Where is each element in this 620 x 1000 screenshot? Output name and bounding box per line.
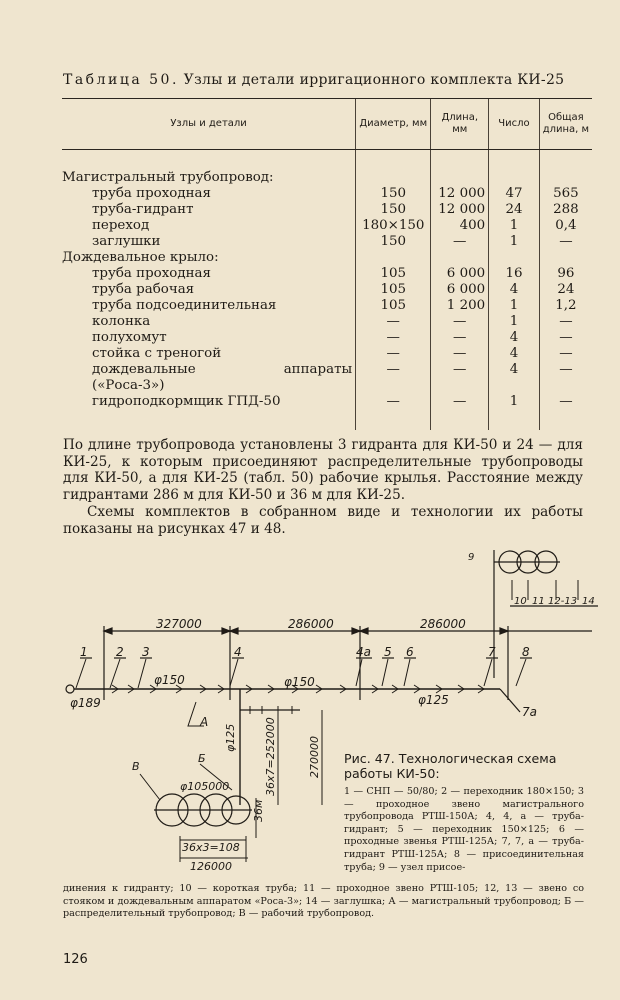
diam-125b: φ125 xyxy=(418,693,449,707)
table-title-lead: Таблица 50. xyxy=(63,72,179,88)
dim-vertical-2: 270000 xyxy=(308,736,321,778)
label-12-13: 12-13 xyxy=(548,596,578,607)
diam-189: φ189 xyxy=(70,696,101,710)
figure-legend-part1: 1 — СНП — 50/80; 2 — переходник 180×150; 3 — проходное звено магистрального трубопровода РТШ-150А; 4, 4, а — труба-гидрант; 5 — переходник 150×125; 6 — проходные звенья РТШ-125А; 7, 7, а — труба-гидрант РТШ-125А; 8 — присоединительная труба; 9 — узел присое- xyxy=(344,786,584,873)
page-number: 126 xyxy=(63,952,88,967)
table-row: полухомут — — 4 — xyxy=(62,330,592,346)
dim-label-1: 327000 xyxy=(156,617,202,631)
table-row: труба проходная 105 6 000 16 96 xyxy=(62,266,592,282)
dim-label-2: 286000 xyxy=(288,617,334,631)
label-1: 1 xyxy=(80,645,88,659)
label-2: 2 xyxy=(116,645,124,659)
dim-vertical-1: 36x7=252000 xyxy=(264,717,277,796)
group-name: Магистральный трубопровод: xyxy=(62,170,274,185)
pump-node xyxy=(66,685,74,693)
label-11: 11 xyxy=(532,596,545,607)
table-row: труба проходная 150 12 000 47 565 xyxy=(62,186,592,202)
pipe-end xyxy=(500,689,520,712)
label-3: 3 xyxy=(142,645,150,659)
dim-horizontal-4: 126000 xyxy=(190,860,232,873)
col-header-part: Узлы и детали xyxy=(62,99,356,150)
label-B: Б xyxy=(198,752,206,765)
label-V: В xyxy=(132,760,140,773)
table-row: дождевальные аппараты («Роса-3») — — 4 — xyxy=(62,362,592,394)
label-5: 5 xyxy=(384,645,392,659)
label-4a: 4а xyxy=(356,645,371,659)
table-row: переход 180×150 400 1 0,4 xyxy=(62,218,592,234)
table-row: труба подсоединительная 105 1 200 1 1,2 xyxy=(62,298,592,314)
label-A: А xyxy=(200,715,209,729)
table-title-text: Узлы и детали ирригационного комплекта КИ-25 xyxy=(183,72,565,88)
table-row: колонка — — 1 — xyxy=(62,314,592,330)
parts-table xyxy=(62,98,592,430)
dim-horizontal-3: 36x3=108 xyxy=(182,841,240,854)
group-name: Дождевальное крыло: xyxy=(62,250,219,265)
body-paragraph: Схемы комплектов в собранном виде и технологии их работы показаны на рисунках 47 и 48. xyxy=(63,504,583,537)
table-row: гидроподкормщик ГПД-50 — — 1 — xyxy=(62,394,592,410)
col-header-length: Длина, мм xyxy=(431,99,489,150)
table-row xyxy=(62,250,592,266)
table-row: труба рабочая 105 6 000 4 24 xyxy=(62,282,592,298)
table-row xyxy=(62,170,592,186)
table-row: стойка с треногой — — 4 — xyxy=(62,346,592,362)
dim-label-3: 286000 xyxy=(420,617,466,631)
table-title xyxy=(63,72,583,88)
figure-legend-part2: динения к гидранту; 10 — короткая труба; 11 — проходное звено РТШ-105; 12, 13 — звено со стояком и дождевальным аппаратом «Роса-3»; 14 — заглушка; А — магистральный трубопровод; Б — распределительный трубопровод; В — рабочий трубопровод. xyxy=(63,883,584,920)
diam-150a: φ150 xyxy=(154,673,185,687)
col-header-total: Общая длина, м xyxy=(539,99,592,150)
figure-caption: Рис. 47. Технологическая схема работы КИ-50: xyxy=(344,751,557,781)
diam-105: φ105000 xyxy=(180,780,230,793)
diam-150b: φ150 xyxy=(284,675,315,689)
label-6: 6 xyxy=(406,645,414,659)
table-row: заглушки 150 — 1 — xyxy=(62,234,592,250)
diam-125a: φ125 xyxy=(224,723,237,752)
label-14: 14 xyxy=(582,596,595,607)
body-paragraph: По длине трубопровода установлены 3 гидранта для КИ-50 и 24 — для КИ-25, к которым присоединяют распределительные трубопроводы для КИ-50, а для КИ-25 (табл. 50) рабочие крылья. Расстояние между гидрантами 286 м для КИ-50 и 36 м для КИ-25. xyxy=(63,437,583,503)
table-header-row xyxy=(62,99,592,150)
label-10: 10 xyxy=(514,596,527,607)
label-7: 7 xyxy=(488,645,496,659)
dim-vertical-5: 36м xyxy=(252,799,265,822)
label-4: 4 xyxy=(234,645,242,659)
table-row: труба-гидрант 150 12 000 24 288 xyxy=(62,202,592,218)
label-9: 9 xyxy=(468,552,475,563)
label-8: 8 xyxy=(522,645,530,659)
label-7a: 7а xyxy=(522,705,537,719)
col-header-diameter: Диаметр, мм xyxy=(356,99,431,150)
col-header-count: Число xyxy=(489,99,540,150)
